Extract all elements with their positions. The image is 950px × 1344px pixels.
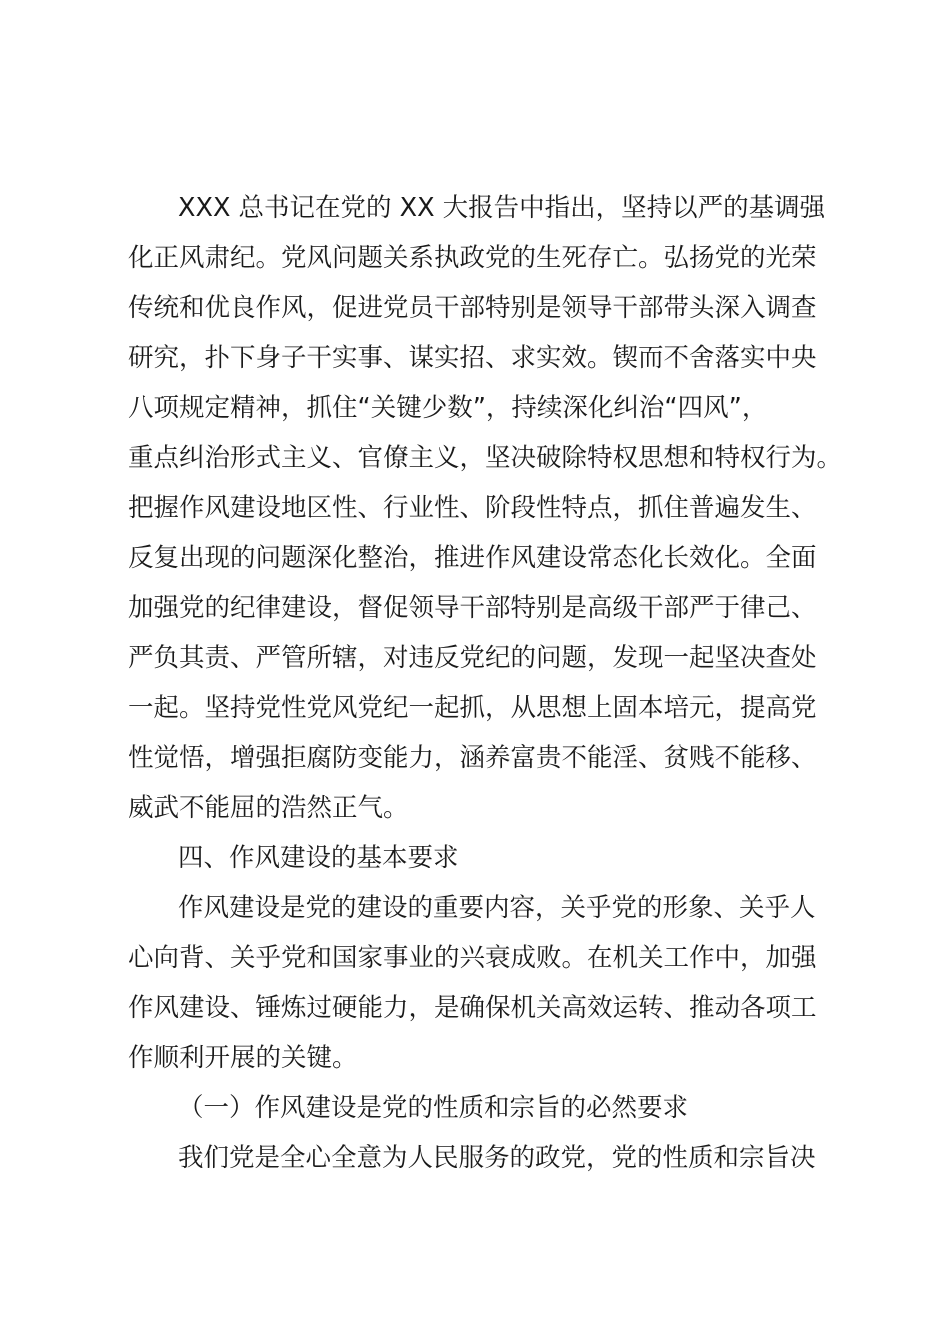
paragraph-1-line-10: 严负其责、严管所辖，对违反党纪的问题，发现一起坚决查处 bbox=[128, 643, 817, 673]
paragraph-2-line-1: 作风建设是党的建设的重要内容，关乎党的形象、关乎人 bbox=[178, 893, 816, 923]
paragraph-1-line-9: 加强党的纪律建设，督促领导干部特别是高级干部严于律己、 bbox=[128, 593, 817, 623]
paragraph-1-line-12: 性觉悟，增强拒腐防变能力，涵养富贵不能淫、贫贱不能移、 bbox=[128, 743, 817, 773]
paragraph-2-line-3: 作风建设、锤炼过硬能力，是确保机关高效运转、推动各项工 bbox=[128, 993, 817, 1023]
subsection-heading-1: （一）作风建设是党的性质和宗旨的必然要求 bbox=[178, 1093, 689, 1123]
paragraph-1-line-5: 八项规定精神，抓住“关键少数”，持续深化纠治“四风”， bbox=[128, 393, 768, 423]
paragraph-1-line-4: 研究，扑下身子干实事、谋实招、求实效。锲而不舍落实中央 bbox=[128, 343, 817, 373]
paragraph-1-line-1: XXX 总书记在党的 XX 大报告中指出，坚持以严的基调强 bbox=[178, 193, 826, 223]
paragraph-3-line-1: 我们党是全心全意为人民服务的政党，党的性质和宗旨决 bbox=[178, 1143, 816, 1173]
paragraph-1-line-13: 威武不能屈的浩然正气。 bbox=[128, 793, 409, 823]
section-heading-4: 四、作风建设的基本要求 bbox=[178, 843, 459, 873]
paragraph-1-line-3: 传统和优良作风，促进党员干部特别是领导干部带头深入调查 bbox=[128, 293, 817, 323]
paragraph-1-line-7: 把握作风建设地区性、行业性、阶段性特点，抓住普遍发生、 bbox=[128, 493, 817, 523]
paragraph-1-line-8: 反复出现的问题深化整治，推进作风建设常态化长效化。全面 bbox=[128, 543, 817, 573]
paragraph-2-line-4: 作顺利开展的关键。 bbox=[128, 1043, 358, 1073]
paragraph-1-line-11: 一起。坚持党性党风党纪一起抓，从思想上固本培元，提高党 bbox=[128, 693, 817, 723]
paragraph-2-line-2: 心向背、关乎党和国家事业的兴衰成败。在机关工作中，加强 bbox=[128, 943, 817, 973]
paragraph-1-line-6: 重点纠治形式主义、官僚主义，坚决破除特权思想和特权行为。 bbox=[128, 443, 843, 473]
paragraph-1-line-2: 化正风肃纪。党风问题关系执政党的生死存亡。弘扬党的光荣 bbox=[128, 243, 817, 273]
